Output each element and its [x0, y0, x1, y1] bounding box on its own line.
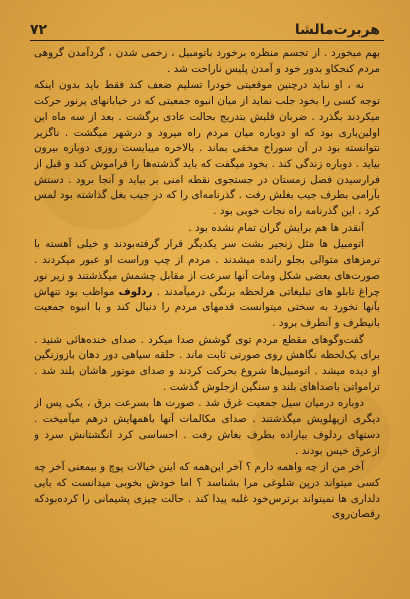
paragraph-text: آنقدر ها هم برایش گران تمام نشده بود . — [188, 221, 364, 234]
paragraph — [34, 78, 380, 219]
paragraph — [34, 396, 380, 459]
body-text — [34, 46, 380, 591]
paragraph-text: دوباره درمیان سیل جمعیت غرق شد . صورت ها بسرعت برق ، یکی پس از دیگری ازپهلویش میگذشتند . صدای مکالمات آنها باهمهایش درهم میآمیخت . دستهای ردلوف بیاراده بطرف بغاش رفت . احساسی کرد انگشتانش سرد و ازعرق خیس بودند . — [34, 397, 380, 457]
paragraph — [34, 237, 380, 331]
paragraph — [34, 221, 380, 237]
paragraph-text: بهم میخورد . از تجسم منظره برخورد باتومبیل ، زخمی شدن ، گردآمدن گروهی مردم کنجکاو بدور خود و آمدن پلیس ناراحت شد . — [34, 47, 380, 75]
paragraph-text: نه ، او نباید درچنین موقعیتی خودرا تسلیم ضعف کند فقط باید بدون اینکه توجه کسی را بخود جلب نماید از میان انبوه جمعیتی که در خیابانهای پرنور حرکت میکردند بگذرد . ضربان قلبش بتدریج بحالت عادی برگشت . بعد از سه ماه این اولین‌باری بود که او دوباره میان مردم راه میرود و درشهر میگشت . ناگزیر نتوانسته بود در آن سوراخ مخفی بماند . بالاخره میبایست روزی دوباره بیرون بیاید . دوباره زندگی کند . بخود میگفت که باید گذشته‌ها را فراموش کند و قبل از فرارسیدن فصل زمستان در جستجوی نقطه امنی بر بیاید و آنجا برود . دستش بآرامی بطرف جیب بغلش رفت . گذرنامه‌ای را که در جیب بغل گذاشته بود لمس کرد . این گذرنامه راه نجات خوبی بود . — [34, 79, 380, 218]
character-name: ردلوف — [118, 285, 153, 298]
paragraph-text: آخر من از چه واهمه دارم ؟ آخر این‌همه که اینن خیالات پوچ و بیمعنی آخر چه کسی میتواند درپن شلوغی مرا بشناسد ؟ اما خودش بخوبی میدانست که بایی دلداری ها نمیتواند برترس‌خود غلبه پیدا کند . حالت چیزی پشیمانی را کرده‌بودکه رقصان‌روی — [34, 461, 380, 521]
paragraph-text: اتومبیل ها مثل زنجیر بشت سر یکدیگر قرار گرفته‌بودند و خیلی آهسته با ترمزهای متوالی بجلو رانده میشدند . مردم از چپ وراست او عبور میکردند . صورت‌های بعضی شکل ومات آنها سرعت از مقابل چشمش میگذشتند و زیر نور چراغ تابلو های تبلیغاتی هرلحظه برنگی درمیآمدند . — [34, 238, 380, 298]
paragraph — [34, 333, 380, 396]
paragraph-text: گفت‌وگوهای مقطع مردم توی گوشش صدا میکرد . صدای خنده‌هائی شنید . برای یک‌لحظه نگاهش روی صورتی ثابت ماند . حلقه سیاهی دور دهان بازوزنگین او دیده میشد . اتومبیل‌ها شروع بحرکت کردند و صدای موتور هاشان بلند شد . ترامواتی باصداهای بلند و سنگین ازجلوش گذشت . — [34, 333, 380, 393]
running-title: هربرت‌مالشا — [294, 22, 380, 38]
page-number: ۷۲ — [30, 22, 48, 38]
paragraph — [34, 46, 380, 77]
header-rule — [30, 40, 384, 41]
paragraph — [34, 460, 380, 523]
page-header — [30, 12, 380, 38]
paragraph-text: مواظب بود تنهاش بآنها نخورد به سختی میتوانست قدمهای مردم را دنبال کند و با انبوه جمعیت بانیطرف و آنطرف برود . — [34, 285, 380, 329]
